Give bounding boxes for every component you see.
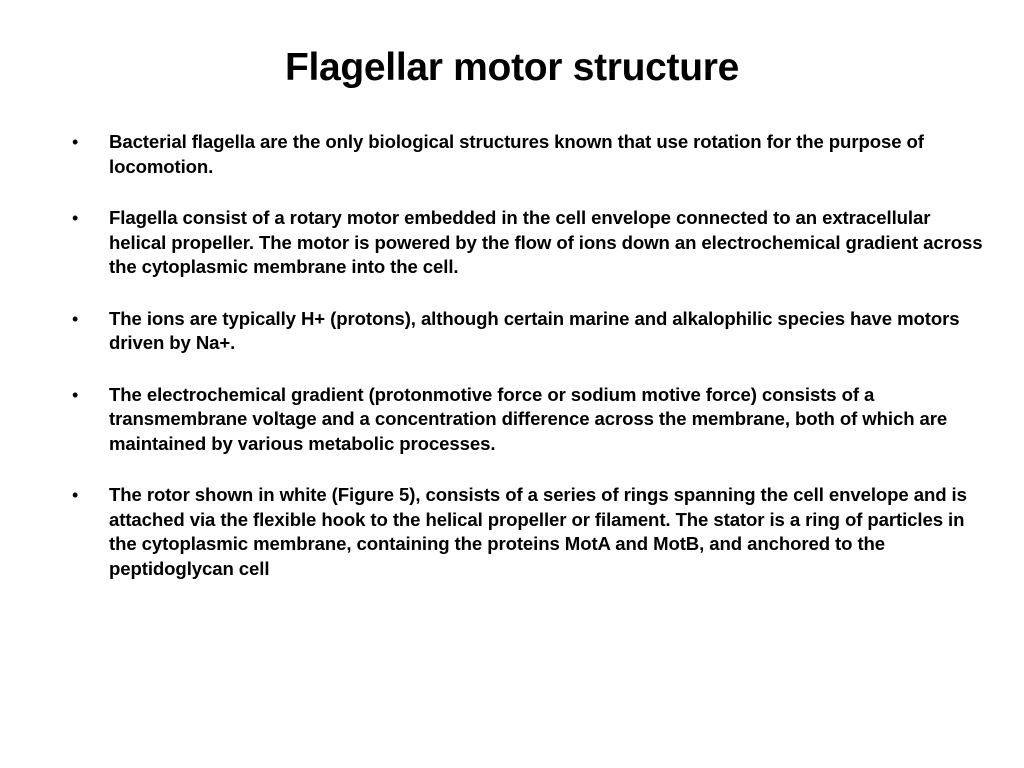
bullet-icon: • bbox=[72, 384, 79, 405]
bullet-text: The rotor shown in white (Figure 5), consists of a series of rings spanning the cell envelope and is attached via the flexible hook to the helical propeller or filament. The stator is a ring of particles in the cytoplasmic membrane, containing the proteins MotA and MotB, and anchored to the peptidoglycan cell bbox=[109, 484, 967, 579]
bullet-text: Flagella consist of a rotary motor embedded in the cell envelope connected to an extracellular helical propeller. The motor is powered by the flow of ions down an electrochemical gradient across the cytoplasmic membrane into the cell. bbox=[109, 207, 983, 277]
slide-title: Flagellar motor structure bbox=[284, 46, 740, 89]
bullet-list bbox=[72, 130, 984, 608]
bullet-text: Bacterial flagella are the only biological structures known that use rotation for the purpose of locomotion. bbox=[109, 131, 924, 177]
bullet-item bbox=[72, 383, 984, 457]
bullet-icon: • bbox=[72, 485, 79, 505]
bullet-item bbox=[72, 130, 984, 179]
bullet-icon: • bbox=[72, 308, 79, 329]
bullet-item bbox=[72, 307, 984, 356]
bullet-text: The electrochemical gradient (protonmotive force or sodium motive force) consists of a transmembrane voltage and a concentration difference across the membrane, both of which are maintained by various metabolic processes. bbox=[109, 383, 948, 454]
bullet-text: The ions are typically H+ (protons), although certain marine and alkalophilic species have motors driven by Na+. bbox=[109, 307, 960, 353]
bullet-icon: • bbox=[72, 132, 79, 152]
bullet-item bbox=[72, 206, 984, 280]
bullet-icon: • bbox=[72, 208, 79, 228]
bullet-item bbox=[72, 483, 984, 581]
